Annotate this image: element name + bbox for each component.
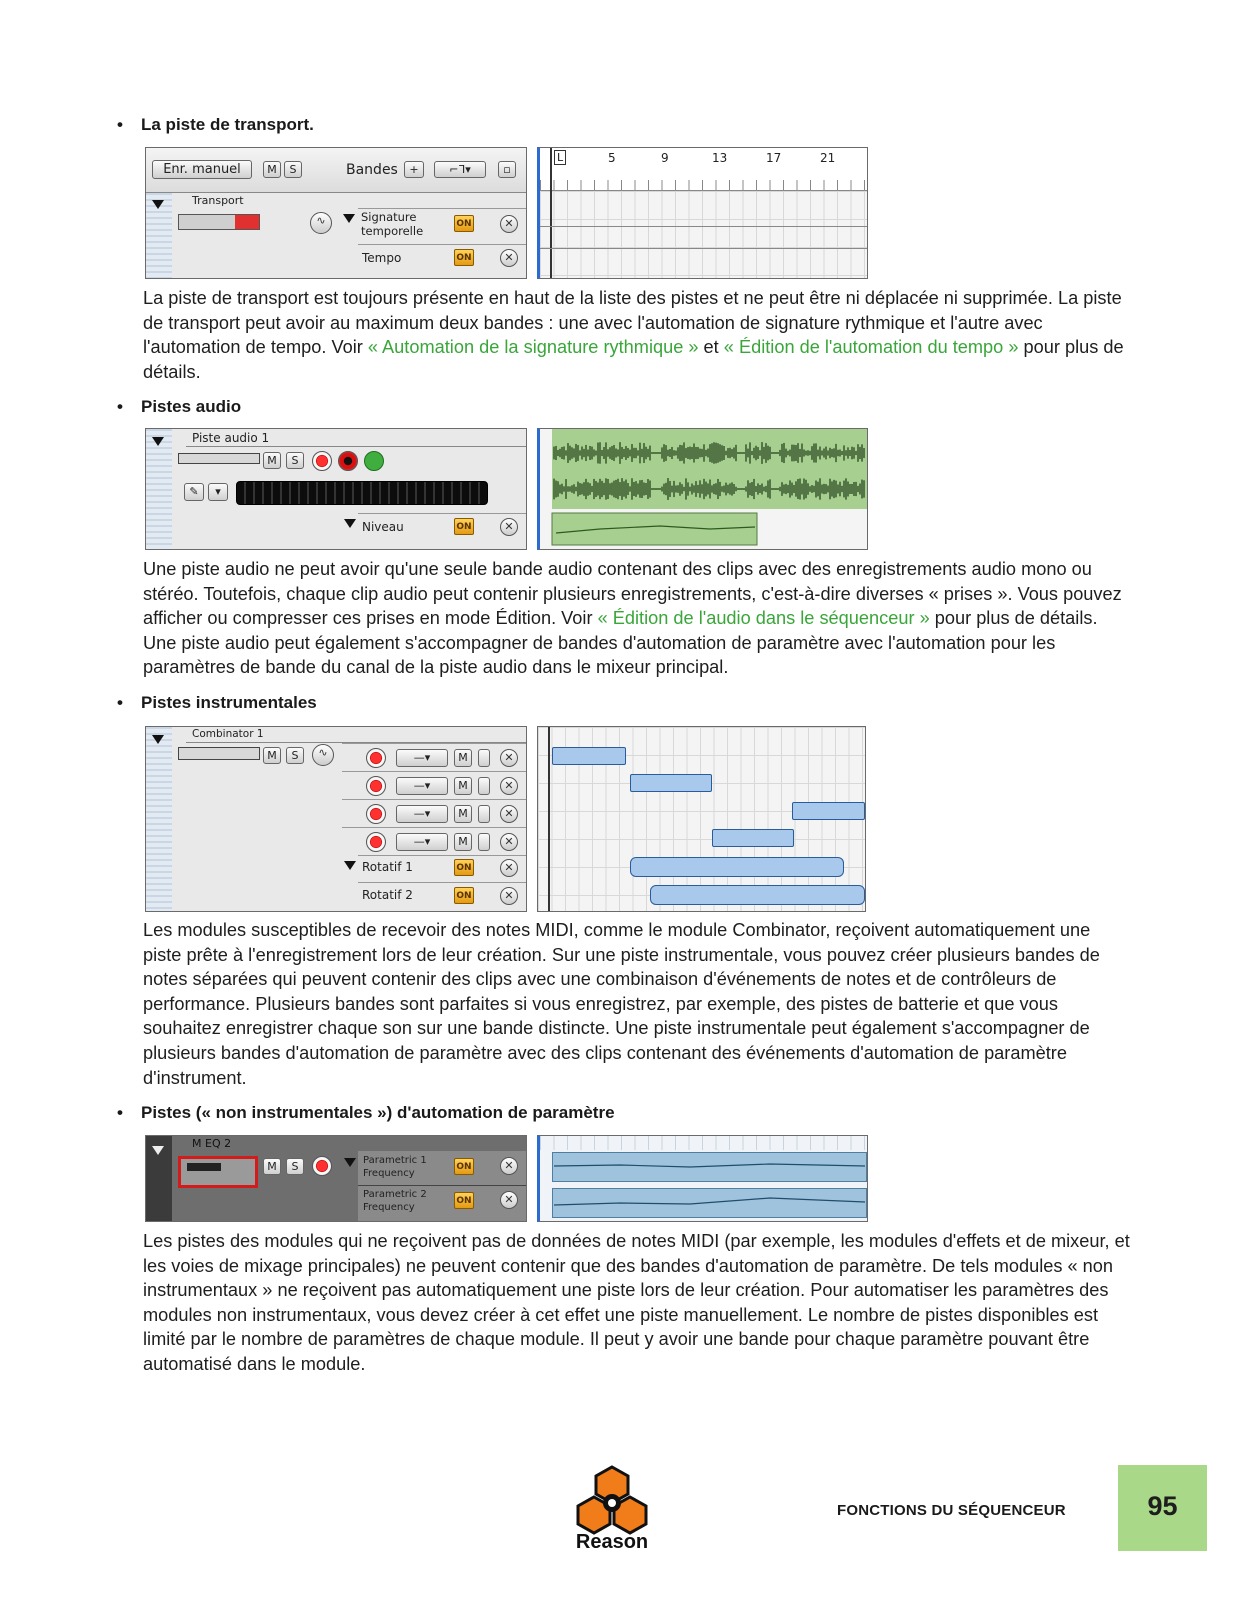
chapter-title: FONCTIONS DU SÉQUENCEUR — [837, 1502, 1066, 1519]
mute-button[interactable]: M — [263, 1158, 281, 1175]
lane-1-name: Signature temporelle — [361, 210, 424, 238]
section-paragraph — [143, 286, 1133, 384]
track-gutter — [146, 727, 172, 911]
section-title: Pistes audio — [141, 397, 242, 416]
mute-button[interactable]: M — [263, 747, 281, 764]
paragraph-text: La piste de transport est toujours présente en haut de la liste des pistes et ne peut être ni déplacée ni supprimée. La piste de transport peut avoir au maximum deux bandes : une avec l'automation de signature rythmique et l'autre avec l'automation de tempo. Voir — [143, 288, 1122, 358]
add-lane-button[interactable]: + — [404, 161, 424, 178]
solo-button[interactable]: S — [286, 1158, 304, 1175]
reason-logo — [576, 1465, 648, 1555]
audio-track-list — [145, 428, 527, 550]
instrument-sequencer-view — [537, 726, 866, 912]
lane-delete-button[interactable]: ✕ — [500, 833, 518, 851]
lane-2-name: Parametric 2 Frequency — [363, 1189, 427, 1213]
lane-slot-button[interactable] — [478, 749, 490, 767]
lane-dropdown[interactable]: —▾ — [396, 749, 448, 767]
cross-reference-link[interactable]: « Édition de l'automation du tempo » — [723, 337, 1019, 358]
lane-1-name: Parametric 1 Frequency — [363, 1155, 427, 1179]
section-paragraph — [143, 1229, 1133, 1377]
lane-mute-button[interactable]: M — [454, 749, 472, 767]
note-clip[interactable] — [712, 829, 794, 847]
lane-delete-button[interactable]: ✕ — [500, 805, 518, 823]
lane-2-on-button[interactable]: ON — [454, 249, 474, 266]
lane-slot-button[interactable] — [478, 833, 490, 851]
section-title: Pistes instrumentales — [141, 693, 317, 712]
lane-delete-button[interactable]: ✕ — [500, 749, 518, 767]
lane-1-on-button[interactable]: ON — [454, 1158, 474, 1175]
loop-marker[interactable]: L — [554, 150, 566, 165]
transport-controls — [178, 214, 260, 230]
track-name: M EQ 2 — [192, 1137, 232, 1150]
section-paragraph — [143, 557, 1133, 680]
lane-record-button[interactable] — [366, 832, 386, 852]
input-level-display — [236, 481, 488, 505]
paragraph-text: Les modules susceptibles de recevoir des notes MIDI, comme le module Combinator, reçoivent automatiquement une piste prête à l'enregistrement lors de leur création. Sur une piste instrumentale, vous pouvez créer plusieurs bandes de notes séparées qui peuvent contenir des clips avec une combinaison d'événements de notes et de contrôleurs de performance. Plusieurs bandes sont parfaites si vous enregistrez, par exemple, des pistes de batterie et que vous souhaitez enregistrer chaque son sur une bande distincte. Une piste instrumentale peut également s'accompagner de plusieurs bandes d'automation de paramètre avec des clips contenant des événements d'automation de paramètre d'instrument. — [143, 920, 1100, 1088]
solo-button[interactable]: S — [284, 161, 302, 178]
lane-record-button[interactable] — [366, 776, 386, 796]
track-name: Combinator 1 — [192, 728, 264, 740]
lane-delete-button[interactable]: ✕ — [500, 518, 518, 536]
page-number: 95 — [1147, 1491, 1178, 1521]
logo-wordmark: Reason — [575, 1531, 649, 1553]
lane-1-name: Rotatif 1 — [362, 860, 413, 874]
collapse-triangle-icon[interactable] — [152, 1146, 164, 1155]
lane-collapse-icon[interactable] — [344, 861, 356, 870]
automation-icon[interactable]: ∿ — [312, 744, 334, 766]
audio-sequencer-view — [537, 428, 868, 550]
collapse-triangle-icon[interactable] — [152, 437, 164, 446]
reason-logo-icon — [576, 1465, 648, 1535]
track-name: Transport — [192, 194, 244, 207]
cross-reference-link[interactable]: « Automation de la signature rythmique » — [367, 337, 699, 358]
automation-clip[interactable] — [650, 885, 865, 905]
note-clip[interactable] — [792, 802, 865, 820]
waveform-clip[interactable] — [540, 429, 867, 549]
lane-record-button[interactable] — [366, 748, 386, 768]
lane-on-button[interactable]: ON — [454, 518, 474, 535]
lane-type-dropdown[interactable]: ⌐ᒣ▾ — [434, 161, 486, 178]
automation-clip[interactable] — [630, 857, 844, 877]
lane-1-delete-button[interactable]: ✕ — [500, 859, 518, 877]
note-lane-row — [342, 827, 526, 856]
lane-mute-button[interactable]: M — [454, 805, 472, 823]
device-thumbnail — [178, 1156, 258, 1188]
ruler-label: 21 — [820, 151, 836, 165]
lane-collapse-icon[interactable] — [344, 519, 356, 528]
lane-dropdown[interactable]: —▾ — [396, 833, 448, 851]
lane-name: Niveau — [362, 520, 404, 534]
lane-2-name: Tempo — [362, 251, 402, 265]
lane-options-button[interactable]: ▫ — [498, 161, 516, 178]
solo-button[interactable]: S — [286, 452, 304, 469]
record-enable-button[interactable] — [338, 451, 358, 471]
monitor-speaker-icon[interactable] — [364, 451, 384, 471]
level-meter — [178, 453, 260, 464]
sequencer-grid — [540, 191, 867, 278]
note-lane-row — [342, 743, 526, 772]
automation-curve — [540, 1136, 867, 1221]
lane-2-name: Rotatif 2 — [362, 888, 413, 902]
lane-slot-button[interactable] — [478, 777, 490, 795]
section-title: Pistes (« non instrumentales ») d'automation de paramètre — [141, 1103, 615, 1122]
lanes-label: Bandes — [346, 162, 398, 178]
lane-2-on-button[interactable]: ON — [454, 887, 474, 904]
bullet-marker: • — [117, 397, 123, 416]
lane-collapse-icon[interactable] — [344, 1158, 356, 1167]
input-dropdown[interactable]: ▾ — [208, 483, 228, 501]
ruler-label: 17 — [766, 151, 782, 165]
input-edit-button[interactable]: ✎ — [184, 483, 204, 501]
lane-mute-button[interactable]: M — [454, 777, 472, 795]
song-position-marker[interactable] — [550, 148, 552, 278]
paragraph-text: pour plus de détails. — [143, 337, 1124, 382]
track-name: Piste audio 1 — [192, 431, 270, 445]
paragraph-text: Une piste audio ne peut avoir qu'une seule bande audio contenant des clips avec des enregistrements audio mono ou stéréo. Toutefois, chaque clip audio peut contenir plusieurs enregistrements, c'est-à-dire diverses « prises ». Vous pouvez afficher ou compresser ces prises en mode Édition. Voir — [143, 559, 1122, 629]
section-paragraph — [143, 918, 1133, 1090]
ruler-ticks — [540, 180, 867, 190]
mute-button[interactable]: M — [263, 452, 281, 469]
paragraph-text: et — [698, 337, 724, 358]
automation-sequencer-view — [537, 1135, 868, 1222]
cross-reference-link[interactable]: « Édition de l'audio dans le séquenceur » — [597, 608, 930, 629]
ruler-label: 9 — [661, 151, 669, 165]
bullet-marker: • — [117, 693, 123, 712]
lane-1-delete-button[interactable]: ✕ — [500, 215, 518, 233]
lane-mute-button[interactable]: M — [454, 833, 472, 851]
ruler-label: 13 — [712, 151, 728, 165]
lane-record-button[interactable] — [366, 804, 386, 824]
note-lane-row — [342, 799, 526, 828]
paragraph-text: pour plus de détails. Une piste audio peut également s'accompagner de bandes d'automation de paramètre avec l'automation pour les paramètres de bande du canal de la piste audio dans le mixeur principal. — [143, 608, 1098, 678]
instrument-track-list — [145, 726, 527, 912]
lane-slot-button[interactable] — [478, 805, 490, 823]
automation-record-button[interactable] — [312, 451, 332, 471]
automation-icon[interactable]: ∿ — [310, 212, 332, 234]
automation-track-list — [145, 1135, 527, 1222]
automation-record-button[interactable] — [312, 1156, 332, 1176]
mute-button[interactable]: M — [263, 161, 281, 178]
lane-2-delete-button[interactable]: ✕ — [500, 1191, 518, 1209]
bullet-marker: • — [117, 115, 123, 134]
note-clip[interactable] — [630, 774, 712, 792]
transport-track-list — [145, 147, 527, 279]
paragraph-text: Les pistes des modules qui ne reçoivent pas de données de notes MIDI (par exemple, les modules d'effets et de mixeur, et les voies de mixage principales) ne peuvent contenir que des bandes d'automation de paramètre. De tels modules « non instrumentaux » ne reçoivent pas automatiquement une piste lors de leur création. Pour automatiser les paramètres des modules non instrumentaux, vous devez créer à cet effet une piste manuellement. Le nombre de pistes disponibles est limité par le nombre de paramètres de chaque module. Il peut y avoir une bande pour chaque paramètre pouvant être automatisé dans le module. — [143, 1231, 1130, 1374]
lane-delete-button[interactable]: ✕ — [500, 777, 518, 795]
lane-1-on-button[interactable]: ON — [454, 215, 474, 232]
lane-collapse-icon[interactable] — [343, 214, 355, 223]
collapse-triangle-icon[interactable] — [152, 200, 164, 209]
track-gutter — [146, 429, 172, 549]
lane-2-delete-button[interactable]: ✕ — [500, 249, 518, 267]
lane-dropdown[interactable]: —▾ — [396, 777, 448, 795]
lane-dropdown[interactable]: —▾ — [396, 805, 448, 823]
manual-record-button[interactable]: Enr. manuel — [152, 160, 252, 179]
collapse-triangle-icon[interactable] — [152, 735, 164, 744]
device-strip — [178, 747, 260, 760]
lane-2-on-button[interactable]: ON — [454, 1192, 474, 1209]
bullet-marker: • — [117, 1103, 123, 1122]
lane-1-on-button[interactable]: ON — [454, 859, 474, 876]
ruler-label: 5 — [608, 151, 616, 165]
section-title: La piste de transport. — [141, 115, 314, 134]
solo-button[interactable]: S — [286, 747, 304, 764]
note-clip[interactable] — [552, 747, 626, 765]
lane-2-delete-button[interactable]: ✕ — [500, 887, 518, 905]
transport-sequencer-view — [537, 147, 868, 279]
note-lane-row — [342, 771, 526, 800]
lane-1-delete-button[interactable]: ✕ — [500, 1157, 518, 1175]
